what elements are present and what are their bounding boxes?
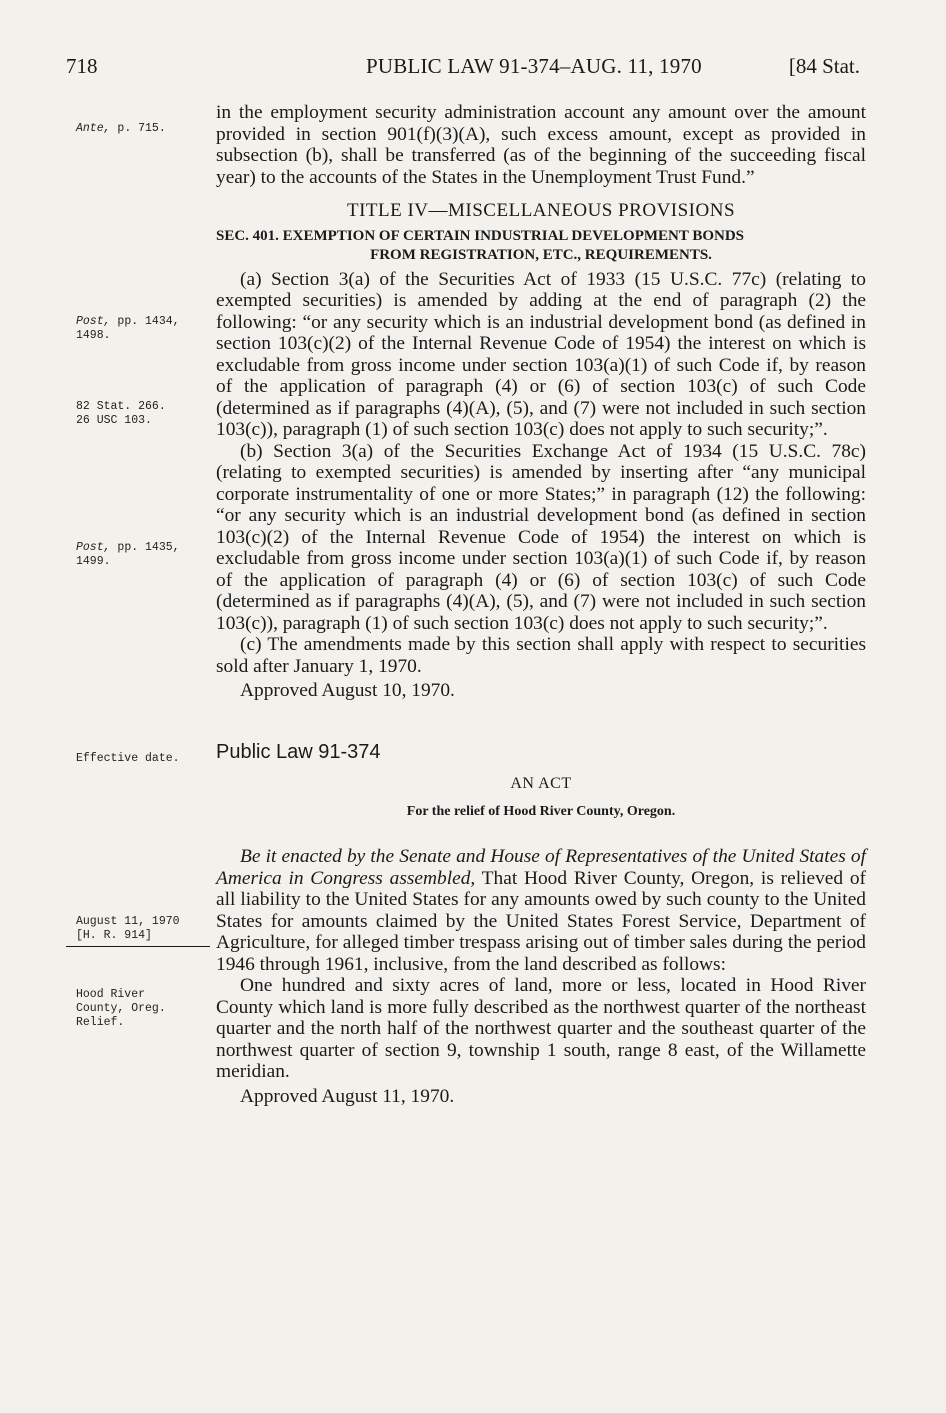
margin-note-post-2-pages: pp. 1435,: [117, 541, 180, 554]
paragraph-continuation: in the employment security administration account any amount over the amount provided in section 901(f)(3)(A), such excess amount, except as provided in subsection (b), shall be transferred (as of the beginning of the succeeding fiscal year) to the accounts of the States in the Unemployment Trust Fund.”: [216, 102, 866, 188]
margin-note-relief-1: Hood River: [76, 988, 146, 1001]
section-heading: [216, 227, 866, 265]
margin-note-post-1-label: Post,: [76, 315, 111, 328]
margin-note-relief-2: County, Oreg.: [76, 1002, 166, 1015]
margin-note-enacted-date: August 11, 1970: [76, 915, 180, 928]
margin-note-post-1-pages-cont: 1498.: [76, 329, 111, 342]
margin-note-relief: [76, 988, 206, 1030]
margin-note-relief-3: Relief.: [76, 1016, 125, 1029]
margin-note-post-1-pages: pp. 1434,: [117, 315, 180, 328]
margin-note-post-2-label: Post,: [76, 541, 111, 554]
margin-note-ante-label: Ante,: [76, 122, 111, 135]
margin-note-bill-info: [76, 915, 206, 943]
enacting-clause: Be it enacted by the Senate and House of Representatives of the United States of America in Congress assembled,: [216, 846, 866, 889]
margin-note-ante: [76, 122, 206, 136]
margin-note-post-1: [76, 315, 206, 343]
margin-rule: [66, 946, 210, 947]
page-header: [66, 54, 860, 84]
margin-note-bill-number: [H. R. 914]: [76, 929, 152, 942]
section-heading-line-1: SEC. 401. EXEMPTION OF CERTAIN INDUSTRIAL DEVELOPMENT BONDS: [216, 227, 745, 244]
public-law-label: Public Law 91-374: [216, 740, 381, 763]
subsection-b: (b) Section 3(a) of the Securities Exchange Act of 1934 (15 U.S.C. 78c) (relating to exempted securities) is amended by inserting after “any municipal corporate instrumentality of one or more States;” in paragraph (12) the following: “or any security which is an industrial development bond (as defined in section 103(c)(2) of the Internal Revenue Code of 1954) the interest on which is excludable from gross income under section 103(a)(1) of such Code if, by reason of the application of paragraph (4) or (6) of section 103(c) of such Code (determined as if paragraphs (4)(A), (5), and (7) were not included in such section 103(c)), paragraph (1) of such section 103(c) does not apply to such security;”.: [216, 440, 866, 634]
section-heading-line-2: FROM REGISTRATION, ETC., REQUIREMENTS.: [370, 246, 712, 263]
margin-note-ante-ref: p. 715.: [117, 122, 166, 135]
margin-note-usc: 26 USC 103.: [76, 414, 152, 427]
act-purpose: For the relief of Hood River County, Oregon.: [406, 803, 676, 819]
margin-note-post-2-pages-cont: 1499.: [76, 555, 111, 568]
running-title: PUBLIC LAW 91-374–AUG. 11, 1970: [366, 54, 702, 78]
main-text-column: [216, 102, 866, 1107]
margin-note-stat: 82 Stat. 266.: [76, 400, 166, 413]
approval-line-1: Approved August 10, 1970.: [240, 680, 455, 701]
title-heading: TITLE IV—MISCELLANEOUS PROVISIONS: [346, 200, 736, 221]
margin-note-effective-date: Effective date.: [76, 752, 180, 765]
enacting-paragraph: [216, 846, 866, 975]
margin-note-statute: [76, 400, 206, 428]
enacting-paragraph-text: That Hood River County, Oregon, is relieved of all liability to the United States for any amounts owed by such county to the United States for amounts claimed by the United States Forest Service, Department of Agriculture, for alleged timber trespass arising out of timber sales during the period 1946 through 1961, inclusive, from the land described as follows:: [216, 867, 866, 975]
subsection-a: (a) Section 3(a) of the Securities Act of 1933 (15 U.S.C. 77c) (relating to exempted securities) is amended by adding at the end of paragraph (2) the following: “or any security which is an industrial development bond (as defined in section 103(c)(2) of the Internal Revenue Code of 1954) the interest on which is excludable from gross income under section 103(a)(1) of such Code if, by reason of the application of paragraph (4) or (6) of section 103(c) of such Code (determined as if paragraphs (4)(A), (5), and (7) were not included in such section 103(c)), paragraph (1) of such section 103(c) does not apply to such security;”.: [216, 268, 866, 440]
margin-note-post-2: [76, 541, 206, 569]
act-label: AN ACT: [510, 775, 572, 792]
page-number: 718: [66, 54, 98, 78]
subsection-c: (c) The amendments made by this section shall apply with respect to securities sold after January 1, 1970.: [216, 634, 866, 677]
statute-reference: [84 Stat.: [788, 54, 860, 78]
approval-line-2: Approved August 11, 1970.: [240, 1085, 455, 1107]
land-description: One hundred and sixty acres of land, more or less, located in Hood River County which land is more fully described as the northwest quarter of the northeast quarter and the north half of the northwest quarter and the southeast quarter of the northwest quarter of section 9, township 1 south, range 8 east, of the Willamette meridian.: [216, 975, 866, 1082]
